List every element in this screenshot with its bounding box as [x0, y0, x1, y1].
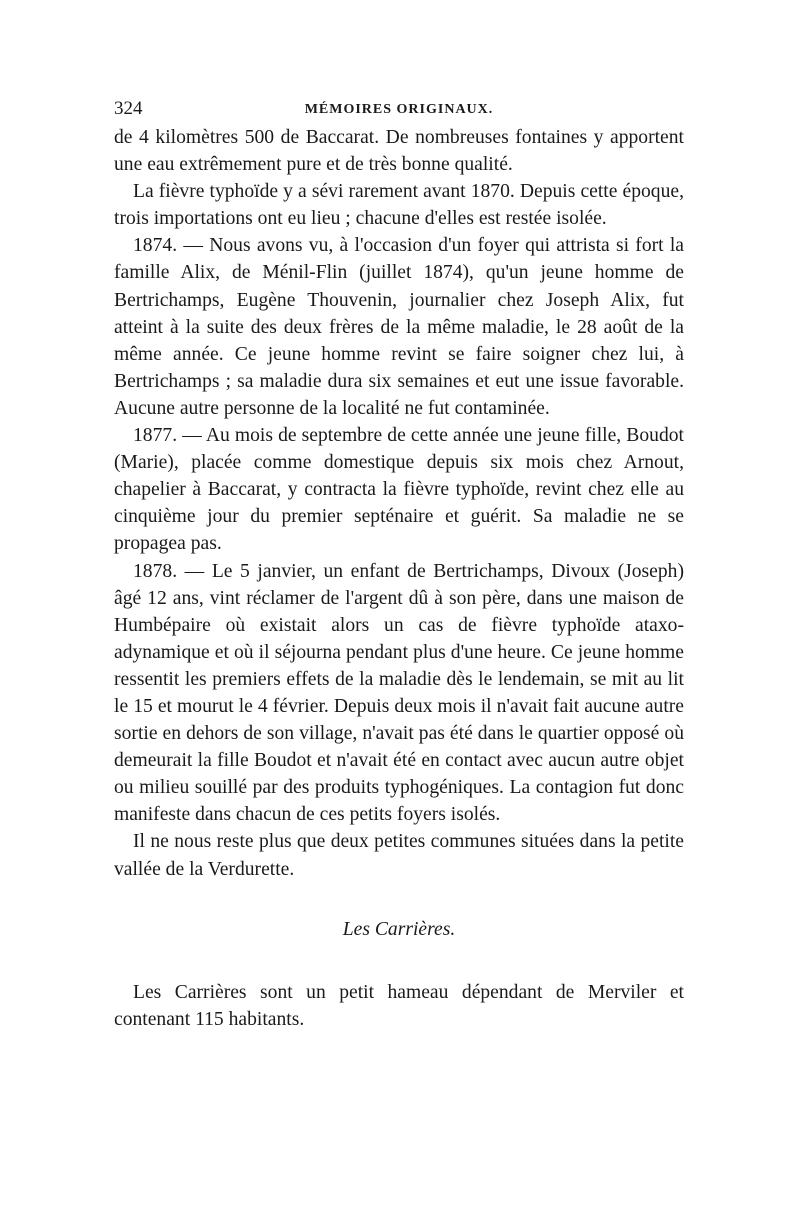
paragraph: La fièvre typhoïde y a sévi rarement avant 1870. Depuis cette époque, trois importations ont eu lieu ; chacune d'elles est restée isolée. [114, 181, 684, 230]
paragraph: de 4 kilomètres 500 de Baccarat. De nombreuses fontaines y apportent une eau extrêmement pure et de très bonne qualité. [114, 127, 684, 176]
body-text [114, 124, 684, 1033]
paragraph: 1874. — Nous avons vu, à l'occasion d'un foyer qui attrista si fort la famille Alix, de Ménil-Flin (juillet 1874), qu'un jeune homme de Bertrichamps, Eugène Thouvenin, journalier chez Joseph Alix, fut atteint à la suite des deux frères de la même maladie, le 28 août de la même année. Ce jeune homme revint se faire soigner chez lui, à Bertrichamps ; sa maladie dura six semaines et eut une issue favorable. Aucune autre personne de la localité ne fut contaminée. [114, 235, 684, 419]
paragraph: 1877. — Au mois de septembre de cette année une jeune fille, Boudot (Marie), placée comme domestique depuis six mois chez Arnout, chapelier à Baccarat, y contracta la fièvre typhoïde, revint chez elle au cinquième jour du premier septénaire et guérit. Sa maladie ne se propagea pas. [114, 425, 684, 555]
running-title: MÉMOIRES ORIGINAUX. [304, 102, 494, 117]
paragraph: Il ne nous reste plus que deux petites communes situées dans la petite vallée de la Verdurette. [114, 831, 684, 880]
paragraph: Les Carrières sont un petit hameau dépendant de Merviler et contenant 115 habitants. [114, 981, 684, 1030]
section-heading: Les Carrières. [342, 918, 456, 940]
document-page [114, 98, 684, 1033]
page-number: 324 [114, 98, 143, 119]
page-header [114, 98, 684, 124]
paragraph: 1878. — Le 5 janvier, un enfant de Bertrichamps, Divoux (Joseph) âgé 12 ans, vint réclamer de l'argent dû à son père, dans une maison de Humbépaire où existait alors un cas de fièvre typhoïde ataxo-adynamique et où il séjourna pendant plus d'une heure. Ce jeune homme ressentit les premiers effets de la maladie dès le lendemain, se mit au lit le 15 et mourut le 4 février. Depuis deux mois il n'avait fait aucune autre sortie en dehors de son village, n'avait pas été dans le quartier opposé où demeurait la fille Boudot et n'avait été en contact avec aucun autre objet ou milieu souillé par des produits typhogéniques. La contagion fut donc manifeste dans chacun de ces petits foyers isolés. [114, 560, 684, 826]
